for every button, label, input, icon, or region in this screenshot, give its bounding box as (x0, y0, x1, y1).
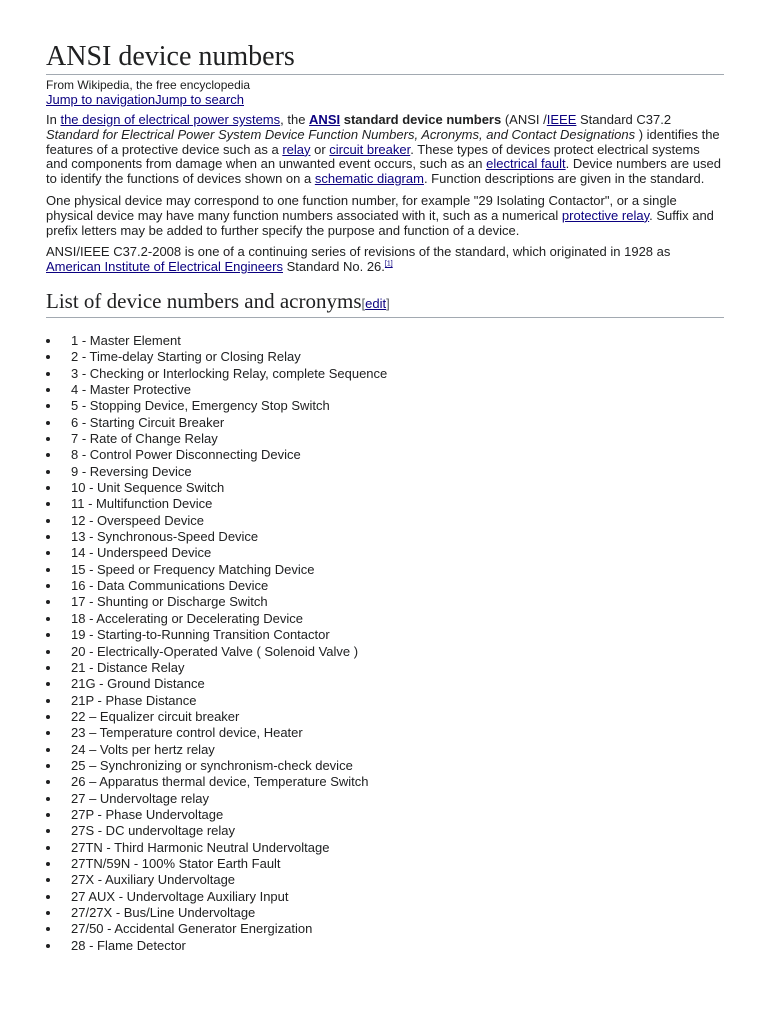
link-electrical-fault[interactable]: electrical fault (486, 156, 566, 172)
article (46, 40, 724, 954)
bullet-icon (46, 927, 50, 931)
list-item (46, 856, 724, 872)
link-ieee[interactable]: IEEE (546, 112, 577, 127)
list-item (46, 938, 724, 954)
device-label: 27S - DC undervoltage relay (71, 823, 236, 839)
bullet-icon (46, 453, 50, 457)
text: ) identifies the features of a protective device such as a (46, 126, 720, 157)
list-item (46, 562, 724, 578)
list-item (46, 627, 724, 643)
text: , the (280, 112, 310, 127)
list-item (46, 349, 724, 365)
link-protective-relay[interactable]: protective relay (561, 207, 650, 223)
bullet-icon (46, 715, 50, 719)
list-item (46, 791, 724, 807)
device-label: 21 - Distance Relay (71, 659, 185, 675)
bullet-icon (46, 797, 50, 801)
reference-link[interactable]: [1] (384, 260, 393, 268)
device-label: 20 - Electrically-Operated Valve ( Solenoid Valve ) (71, 643, 359, 659)
device-list (46, 333, 724, 954)
device-label: 21P - Phase Distance (71, 692, 197, 708)
device-label: 25 – Synchronizing or synchronism-check device (71, 757, 353, 773)
device-label: 17 - Shunting or Discharge Switch (71, 594, 268, 610)
text: . These types of devices protect electrical systems and components from damage when an unwanted event occurs, such as an (46, 141, 700, 172)
bracket-open: [ (361, 295, 366, 311)
bullet-icon (46, 421, 50, 425)
list-item (46, 889, 724, 905)
device-label: 13 - Synchronous-Speed Device (71, 529, 259, 545)
device-label: 14 - Underspeed Device (71, 545, 212, 561)
bullet-icon (46, 895, 50, 899)
bracket-close: ] (386, 295, 390, 311)
text: or (310, 141, 330, 157)
device-label: 27TN/59N - 100% Stator Earth Fault (71, 855, 281, 871)
bullet-icon (46, 682, 50, 686)
device-label: 2 - Time-delay Starting or Closing Relay (71, 349, 301, 365)
device-label: 27P - Phase Undervoltage (71, 806, 224, 822)
link-aiee[interactable]: American Institute of Electrical Engineers (46, 259, 283, 275)
bullet-icon (46, 944, 50, 948)
device-label: 15 - Speed or Frequency Matching Device (71, 561, 315, 577)
intro-paragraph-3 (46, 245, 724, 275)
device-label: 24 – Volts per hertz relay (71, 741, 215, 757)
bullet-icon (46, 535, 50, 539)
bullet-icon (46, 666, 50, 670)
list-item (46, 905, 724, 921)
section-heading (46, 288, 724, 318)
text: (ANSI / (501, 112, 547, 127)
jump-to-navigation-link[interactable]: Jump to navigation (46, 92, 156, 107)
bullet-icon (46, 502, 50, 506)
list-item (46, 644, 724, 660)
list-item (46, 611, 724, 627)
bullet-icon (46, 813, 50, 817)
device-label: 27 AUX - Undervoltage Auxiliary Input (71, 888, 289, 904)
bullet-icon (46, 568, 50, 572)
device-label: 26 – Apparatus thermal device, Temperature Switch (71, 774, 369, 790)
bold-text: standard device numbers (340, 112, 502, 127)
bullet-icon (46, 339, 50, 343)
list-item (46, 742, 724, 758)
list-item (46, 758, 724, 774)
device-label: 6 - Starting Circuit Breaker (71, 414, 225, 430)
device-label: 23 – Temperature control device, Heater (71, 725, 303, 741)
bullet-icon (46, 404, 50, 408)
device-label: 19 - Starting-to-Running Transition Contactor (71, 627, 330, 643)
bullet-icon (46, 650, 50, 654)
list-item (46, 496, 724, 512)
list-item (46, 725, 724, 741)
list-item (46, 333, 724, 349)
device-label: 27/50 - Accidental Generator Energization (71, 921, 313, 937)
list-item (46, 693, 724, 709)
bullet-icon (46, 486, 50, 490)
text: Standard No. 26. (283, 259, 385, 275)
bullet-icon (46, 862, 50, 866)
list-item (46, 709, 724, 725)
section-heading-text: List of device numbers and acronyms (46, 288, 362, 313)
device-label: 11 - Multifunction Device (71, 496, 213, 512)
list-item (46, 513, 724, 529)
bullet-icon (46, 372, 50, 376)
device-label: 10 - Unit Sequence Switch (71, 480, 225, 496)
device-label: 12 - Overspeed Device (71, 512, 204, 528)
bullet-icon (46, 764, 50, 768)
list-item (46, 872, 724, 888)
device-label: 3 - Checking or Interlocking Relay, complete Sequence (71, 365, 388, 381)
device-label: 22 – Equalizer circuit breaker (71, 708, 240, 724)
text: . Suffix and prefix letters may be added to further specify the purpose and function of a device. (46, 207, 714, 238)
text: . Function descriptions are given in the standard. (423, 171, 705, 187)
bullet-icon (46, 748, 50, 752)
device-label: 18 - Accelerating or Decelerating Device (71, 610, 303, 626)
standard-title: Standard for Electrical Power System Device Function Numbers, Acronyms, and Contact Designations (46, 126, 636, 142)
list-item (46, 823, 724, 839)
bullet-icon (46, 846, 50, 850)
bullet-icon (46, 600, 50, 604)
bullet-icon (46, 519, 50, 523)
bullet-icon (46, 699, 50, 703)
text: One physical device may correspond to one function number, for example "29 Isolating Contactor", or a single physical device may have many function numbers associated with it, such as a numerical (46, 192, 677, 223)
list-item (46, 431, 724, 447)
list-item (46, 807, 724, 823)
bullet-icon (46, 829, 50, 833)
device-label: 4 - Master Protective (71, 382, 191, 397)
jump-to-search-link[interactable]: Jump to search (155, 92, 244, 107)
device-label: 27TN - Third Harmonic Neutral Undervoltage (71, 839, 330, 855)
text: In (46, 112, 61, 127)
bullet-icon (46, 911, 50, 915)
device-label: 28 - Flame Detector (71, 937, 186, 953)
list-item (46, 921, 724, 937)
bullet-icon (46, 617, 50, 621)
intro-paragraph-1 (46, 113, 724, 187)
list-item (46, 382, 724, 398)
list-item (46, 676, 724, 692)
jump-links (46, 92, 724, 107)
link-circuit-breaker[interactable]: circuit breaker (329, 141, 411, 157)
bullet-icon (46, 355, 50, 359)
list-item (46, 415, 724, 431)
edit-section-link[interactable]: edit (365, 295, 387, 311)
device-label: 7 - Rate of Change Relay (71, 431, 218, 447)
list-item (46, 398, 724, 414)
device-label: 27 – Undervoltage relay (71, 790, 210, 806)
device-label: 8 - Control Power Disconnecting Device (71, 447, 301, 463)
list-item (46, 545, 724, 561)
device-label: 5 - Stopping Device, Emergency Stop Switch (71, 398, 330, 414)
bullet-icon (46, 780, 50, 784)
list-item (46, 660, 724, 676)
bullet-icon (46, 584, 50, 588)
list-item (46, 840, 724, 856)
text: ANSI/IEEE C37.2-2008 is one of a continuing series of revisions of the standard, which originated in 1928 as (46, 244, 671, 260)
device-label: 27X - Auxiliary Undervoltage (71, 872, 236, 888)
device-label: 1 - Master Element (71, 332, 181, 348)
bullet-icon (46, 388, 50, 392)
bullet-icon (46, 551, 50, 555)
list-item (46, 578, 724, 594)
link-design-of-electrical-power-systems[interactable]: the design of electrical power systems (60, 112, 281, 127)
bullet-icon (46, 437, 50, 441)
bullet-icon (46, 878, 50, 882)
link-ansi[interactable]: ANSI (309, 112, 341, 127)
text: . Device numbers are used to identify the functions of devices shown on a (46, 156, 721, 187)
link-schematic-diagram[interactable]: schematic diagram (314, 171, 424, 187)
bullet-icon (46, 470, 50, 474)
list-item (46, 447, 724, 463)
list-item (46, 594, 724, 610)
page-title: ANSI device numbers (46, 40, 724, 75)
bullet-icon (46, 731, 50, 735)
list-item (46, 774, 724, 790)
edit-bracket (362, 296, 390, 311)
list-item (46, 480, 724, 496)
text: Standard C37.2 (576, 112, 672, 127)
device-label: 9 - Reversing Device (71, 463, 192, 479)
list-item (46, 366, 724, 382)
link-relay[interactable]: relay (282, 141, 311, 157)
device-label: 27/27X - Bus/Line Undervoltage (71, 905, 256, 920)
intro-paragraph-2 (46, 194, 724, 238)
tagline: From Wikipedia, the free encyclopedia (46, 78, 251, 92)
list-item (46, 529, 724, 545)
list-item (46, 464, 724, 480)
bullet-icon (46, 633, 50, 637)
device-label: 21G - Ground Distance (71, 676, 205, 692)
device-label: 16 - Data Communications Device (71, 578, 269, 594)
